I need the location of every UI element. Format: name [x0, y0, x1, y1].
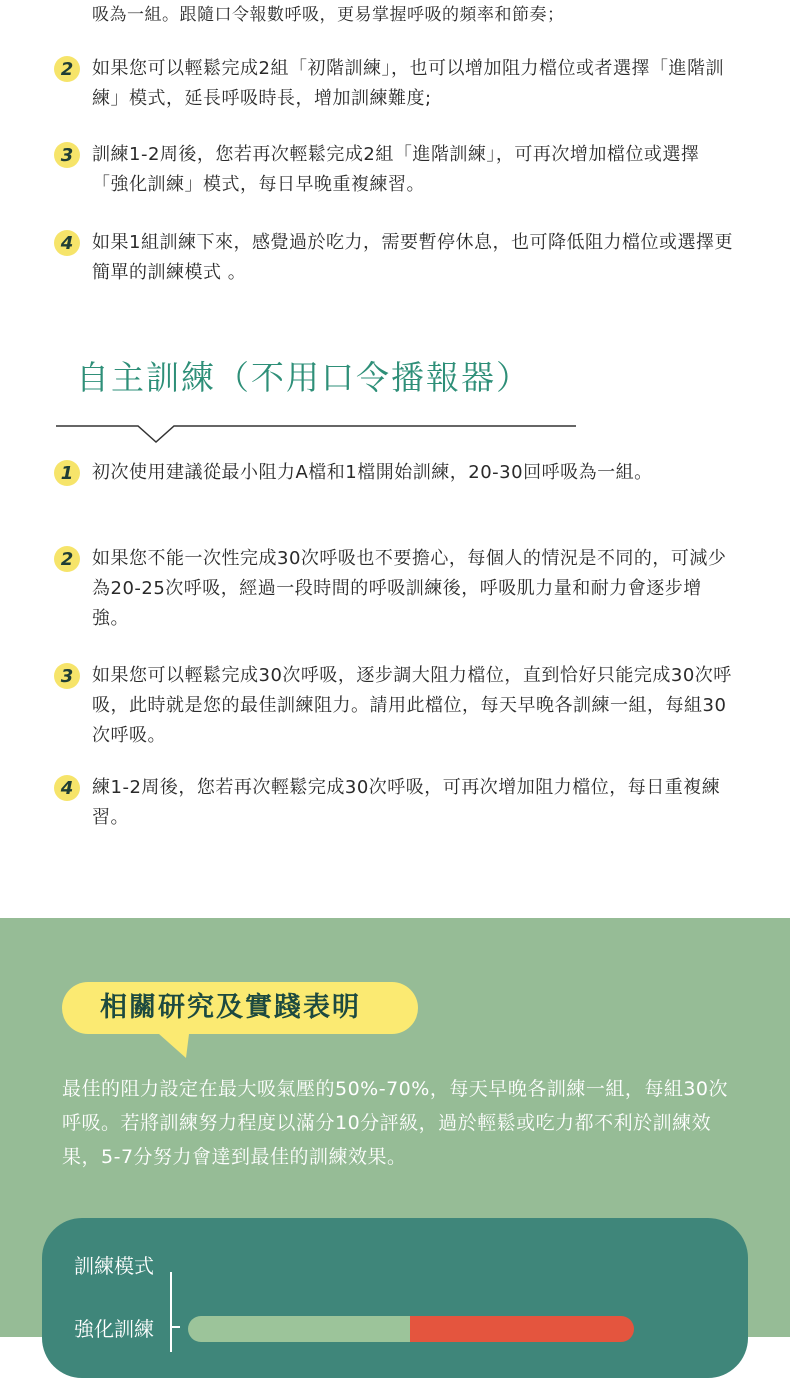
axis-tick [170, 1326, 180, 1328]
research-heading: 相關研究及實踐表明 [100, 992, 361, 1023]
step-text: 如果1組訓練下來，感覺過於吃力，需要暫停休息，也可降低阻力檔位或選擇更簡單的訓練模式 。 [92, 232, 733, 283]
step-text: 如果您不能一次性完成30次呼吸也不要擔心，每個人的情況是不同的，可減少為20-25次呼吸，經過一段時間的呼吸訓練後，呼吸肌力量和耐力會逐步增強。 [92, 548, 727, 629]
bar-segment-hard [410, 1316, 634, 1342]
list-item [54, 458, 734, 488]
list-item [54, 544, 734, 634]
step-number-badge: 4 [54, 230, 80, 256]
axis-title: 訓練模式 [74, 1254, 154, 1278]
step-text: 如果您可以輕鬆完成30次呼吸，逐步調大阻力檔位，直到恰好只能完成30次呼吸，此時就是您的最佳訓練阻力。請用此檔位，每天早晚各訓練一組，每組30次呼吸。 [92, 665, 732, 746]
step-number-badge: 3 [54, 663, 80, 689]
list-item [54, 54, 734, 114]
list-item [54, 661, 734, 751]
continued-text: 吸為一組。跟隨口令報數呼吸，更易掌握呼吸的頻率和節奏； [92, 5, 565, 25]
training-mode-card [42, 1218, 748, 1378]
list-item [54, 773, 734, 833]
section-title: 自主訓練（不用口令播報器） [76, 358, 531, 397]
bar-segment-easy [188, 1316, 420, 1342]
step-number-badge: 4 [54, 775, 80, 801]
list-item [54, 140, 734, 200]
list-item [54, 228, 734, 288]
step-number-badge: 2 [54, 56, 80, 82]
speech-bubble-tail [150, 1026, 190, 1058]
axis-line [170, 1272, 172, 1352]
step-text: 初次使用建議從最小阻力A檔和1檔開始訓練，20-30回呼吸為一組。 [92, 462, 653, 483]
step-text: 如果您可以輕鬆完成2組「初階訓練」，也可以增加阻力檔位或者選擇「進階訓練」模式，延長呼吸時長，增加訓練難度; [92, 58, 724, 109]
step-text: 訓練1-2周後，您若再次輕鬆完成2組「進階訓練」，可再次增加檔位或選擇「強化訓練」模式，每日早晚重複練習。 [92, 144, 700, 195]
step-number-badge: 1 [54, 460, 80, 486]
title-underline-divider [56, 418, 576, 446]
step-number-badge: 3 [54, 142, 80, 168]
step-number-badge: 2 [54, 546, 80, 572]
step-text: 練1-2周後，您若再次輕鬆完成30次呼吸，可再次增加阻力檔位，每日重複練習。 [92, 777, 721, 828]
bar-label: 強化訓練 [74, 1317, 154, 1341]
research-body: 最佳的阻力設定在最大吸氣壓的50%-70%，每天早晚各訓練一組，每組30次呼吸。若將訓練努力程度以滿分10分評級，過於輕鬆或吃力都不利於訓練效果，5-7分努力會達到最佳的訓練效果。 [62, 1078, 728, 1168]
